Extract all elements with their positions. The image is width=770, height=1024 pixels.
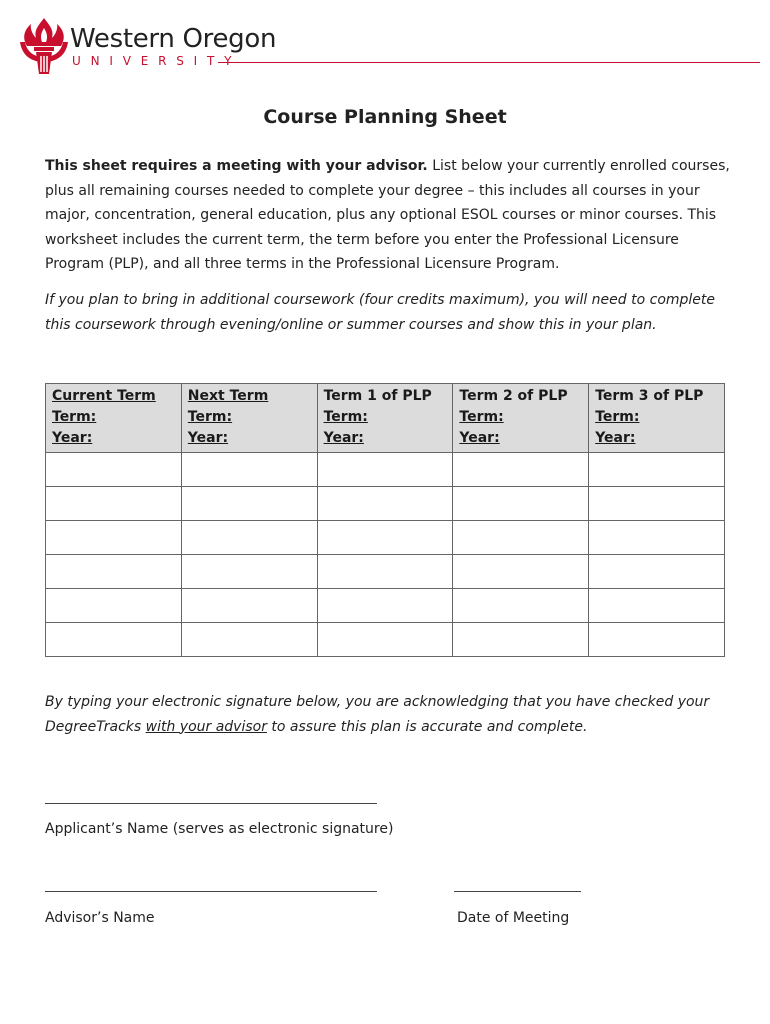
course-cell[interactable] — [46, 555, 182, 589]
intro-text: List below your currently enrolled courses, plus all remaining courses needed to complete your degree – this includes all courses in your major, concentration, general education, plus any optional ESOL courses or minor courses. This worksheet includes the current term, the term before you enter the Professional Licensure Program (PLP), and all three terms in the Professional Licensure Program. — [45, 158, 730, 272]
table-row — [46, 589, 725, 623]
course-cell[interactable] — [589, 555, 725, 589]
year-label: Year: — [459, 430, 500, 446]
course-cell[interactable] — [317, 487, 453, 521]
course-cell[interactable] — [317, 453, 453, 487]
year-label: Year: — [187, 430, 229, 446]
table-row — [46, 521, 725, 555]
course-cell[interactable] — [46, 623, 182, 657]
course-cell[interactable] — [453, 453, 589, 487]
year-label: Year: — [323, 430, 364, 446]
course-cell[interactable] — [317, 521, 453, 555]
header-cell-plp-term-1 — [317, 384, 453, 453]
column-heading: Next Term — [187, 388, 269, 404]
course-cell[interactable] — [181, 521, 317, 555]
course-cell[interactable] — [453, 589, 589, 623]
course-cell[interactable] — [317, 589, 453, 623]
intro-bold-lead: This sheet requires a meeting with your advisor. — [45, 158, 428, 174]
column-heading: Term 3 of PLP — [595, 388, 704, 404]
course-planning-table — [45, 383, 725, 657]
column-heading: Term 2 of PLP — [459, 388, 568, 404]
course-cell[interactable] — [181, 589, 317, 623]
course-cell[interactable] — [589, 453, 725, 487]
intro-paragraph — [45, 154, 735, 277]
ack-underlined-phrase: with your advisor — [145, 718, 267, 735]
year-label: Year: — [52, 430, 93, 446]
date-of-meeting-line[interactable] — [454, 891, 581, 892]
course-cell[interactable] — [453, 555, 589, 589]
header-divider — [218, 62, 760, 63]
university-name: Western Oregon — [70, 24, 277, 54]
applicant-name-label: Applicant’s Name (serves as electronic signature) — [45, 821, 394, 837]
course-cell[interactable] — [46, 487, 182, 521]
header-cell-plp-term-3 — [589, 384, 725, 453]
term-label: Term: — [595, 409, 640, 425]
course-cell[interactable] — [181, 555, 317, 589]
course-cell[interactable] — [181, 453, 317, 487]
course-cell[interactable] — [181, 623, 317, 657]
page-title: Course Planning Sheet — [263, 106, 507, 128]
advisor-signature-line[interactable] — [45, 891, 377, 892]
coursework-note: If you plan to bring in additional coursework (four credits maximum), you will need to complete this coursework through evening/online or summer courses and show this in your plan. — [45, 292, 716, 333]
header-cell-plp-term-2 — [453, 384, 589, 453]
table-row — [46, 623, 725, 657]
table-row — [46, 453, 725, 487]
course-cell[interactable] — [589, 487, 725, 521]
term-label: Term: — [187, 409, 233, 425]
column-heading: Term 1 of PLP — [323, 388, 432, 404]
term-label: Term: — [323, 409, 368, 425]
year-label: Year: — [595, 430, 636, 446]
course-cell[interactable] — [46, 453, 182, 487]
course-cell[interactable] — [46, 521, 182, 555]
torch-logo-icon — [14, 16, 74, 78]
header-cell-next-term — [181, 384, 317, 453]
acknowledgement-paragraph — [45, 690, 735, 739]
course-cell[interactable] — [181, 487, 317, 521]
table-row — [46, 555, 725, 589]
date-of-meeting-label: Date of Meeting — [457, 910, 570, 926]
term-label: Term: — [459, 409, 504, 425]
advisor-name-label: Advisor’s Name — [45, 910, 155, 926]
course-cell[interactable] — [317, 623, 453, 657]
course-cell[interactable] — [453, 623, 589, 657]
course-cell[interactable] — [589, 623, 725, 657]
course-cell[interactable] — [453, 521, 589, 555]
header-cell-current-term — [46, 384, 182, 453]
course-cell[interactable] — [589, 589, 725, 623]
term-label: Term: — [52, 409, 97, 425]
applicant-signature-line[interactable] — [45, 803, 377, 804]
column-heading: Current Term — [52, 388, 156, 404]
course-cell[interactable] — [453, 487, 589, 521]
course-cell[interactable] — [317, 555, 453, 589]
table-row — [46, 487, 725, 521]
course-cell[interactable] — [589, 521, 725, 555]
course-cell[interactable] — [46, 589, 182, 623]
university-subtitle: UNIVERSITY — [72, 54, 242, 68]
ack-text-1: By typing your electronic signature below, you are acknowledging that you have checked your DegreeTracks — [45, 694, 710, 735]
table-header-row — [46, 384, 725, 453]
ack-text-2: to assure this plan is accurate and complete. — [266, 718, 588, 735]
